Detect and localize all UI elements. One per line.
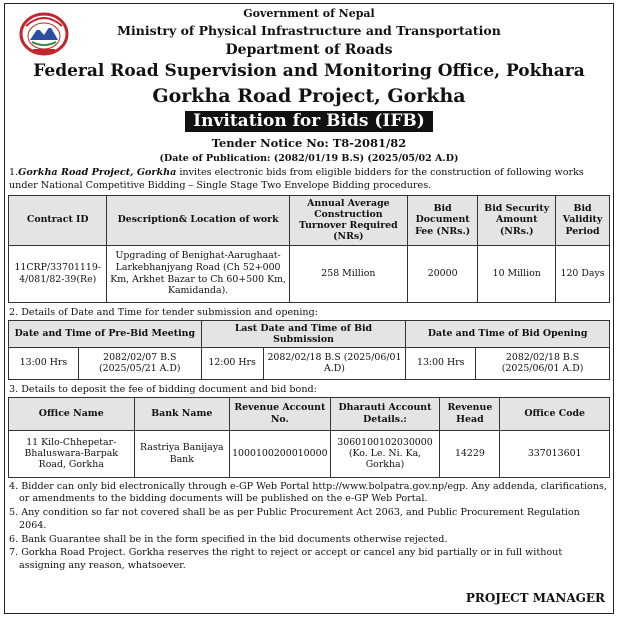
deposit-table [8,397,610,478]
dharauti-account: 3060100102030000 (Ko. Le. Ni. Ka, Gorkha) [330,430,440,477]
nepal-emblem-icon [18,8,70,58]
intro-paragraph: 1.Gorkha Road Project, Gorkha invites electronic bids from eligible bidders for the construction of following works under National Competitive Bidding – Single Stage Two Envelope Bidding procedures. [9,167,584,191]
submission-time: 12:00 Hrs [201,347,263,379]
prebid-time: 13:00 Hrs [9,347,79,379]
col-description: Description& Location of work [107,195,289,245]
col-submission: Last Date and Time of Bid Submission [201,320,406,347]
col-revenue-account: Revenue Account No. [230,397,330,430]
note-5: 5. Any condition so far not covered shall be as per Public Procurement Act 2063, and Public Procurement Regulation 2064. [9,507,580,531]
col-dharauti-account: Dharauti Account Details.: [330,397,440,430]
ifb-title: Invitation for Bids (IFB) [185,111,433,133]
bid-security-value: 10 Million [478,245,556,302]
validity-value: 120 Days [556,245,610,302]
revenue-head: 14229 [440,430,500,477]
note-4: 4. Bidder can only bid electronically through e-GP Web Portal http://www.bolpatra.gov.np/egp. Any addenda, clarifications, or amendments to the bidding documents will be published on the e-GP Web Portal. [9,480,607,505]
col-bid-security: Bid Security Amount (NRs.) [478,195,556,245]
contract-id: 11CRP/33701119-4/081/82-39(Re) [9,245,107,302]
table-row [9,347,610,379]
department-title: Department of Roads [225,42,393,59]
table-row [9,245,610,302]
section-2-heading: 2. Details of Date and Time for tender submission and opening: [9,306,318,318]
note-6: 6. Bank Guarantee shall be in the form specified in the bid documents otherwise rejected. [9,533,448,545]
table-row [9,430,610,477]
revenue-account: 1000100200010000 [230,430,330,477]
note-7: 7. Gorkha Road Project. Gorkha reserves the right to reject or accept or cancel any bid partially or in full without assigning any reason, whatsoever. [9,547,563,572]
opening-date: 2082/02/18 B.S (2025/06/01 A.D) [476,347,610,379]
government-title: Government of Nepal [243,7,375,20]
project-title: Gorkha Road Project, Gorkha [152,84,466,107]
submission-date: 2082/02/18 B.S (2025/06/01 A.D) [263,347,406,379]
contract-table [8,195,610,303]
opening-time: 13:00 Hrs [406,347,476,379]
notes-list [5,481,613,573]
col-opening: Date and Time of Bid Opening [406,320,610,347]
section-3-heading: 3. Details to deposit the fee of bidding document and bid bond: [9,383,317,395]
dates-table [8,320,610,380]
col-prebid: Date and Time of Pre-Bid Meeting [9,320,202,347]
col-turnover: Annual Average Construction Turnover Required (NRs) [289,195,407,245]
col-contract-id: Contract ID [9,195,107,245]
col-validity: Bid Validity Period [556,195,610,245]
col-office-name: Office Name [9,397,135,430]
turnover-value: 258 Million [289,245,407,302]
publication-date: (Date of Publication: (2082/01/19 B.S) (2025/05/02 A.D) [159,153,459,165]
col-bank-name: Bank Name [134,397,230,430]
col-revenue-head: Revenue Head [440,397,500,430]
office-title: Federal Road Supervision and Monitoring Office, Pokhara [33,61,585,82]
bank-name: Rastriya Banijaya Bank [134,430,230,477]
col-office-code: Office Code [500,397,610,430]
col-doc-fee: Bid Document Fee (NRs.) [407,195,477,245]
ifb-notice [4,3,614,614]
signature: PROJECT MANAGER [465,591,605,605]
doc-fee-value: 20000 [407,245,477,302]
tender-notice-number: Tender Notice No: T8-2081/82 [211,136,407,151]
office-name: 11 Kilo-Chhepetar-Bhaluswara-Barpak Road, Gorkha [9,430,135,477]
office-code: 337013601 [500,430,610,477]
prebid-date: 2082/02/07 B.S (2025/05/21 A.D) [78,347,201,379]
work-description: Upgrading of Benighat-Aarughaat-Larkebhanjyang Road (Ch 52+000 Km, Arkhet Bazar to Ch 60+500 Km, Kamidanda). [107,245,289,302]
ministry-title: Ministry of Physical Infrastructure and Transportation [117,22,501,38]
